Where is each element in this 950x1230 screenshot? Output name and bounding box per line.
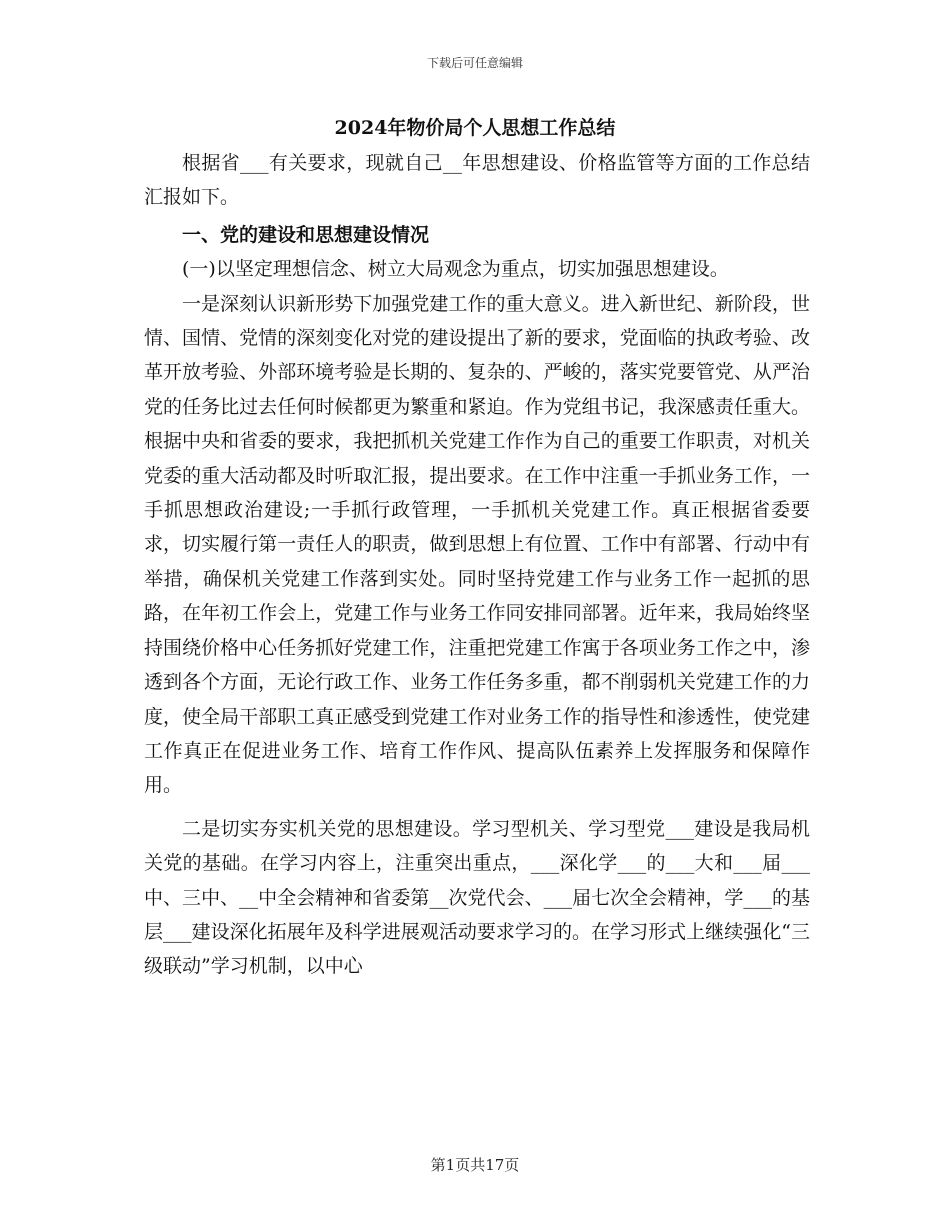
subsection-heading: (一)以坚定理想信念、树立大局观念为重点，切实加强思想建设。 (182, 258, 729, 281)
body-paragraph: 二是切实夯实机关党的思想建设。学习型机关、学习型党___建设是我局机关党的基础。在学习内容上，注重突出重点，___深化学___的___大和___届___中、三中、__中全会精神和省委第__次党代会、___届七次全会精神，学___的基层___建设深化拓展年及科学进展观活动要求学习的。在学习形式上继续强化“三级联动”学习机制，以中心 (144, 817, 810, 978)
header-note: 下载后可任意编辑 (426, 56, 523, 70)
document-body (144, 146, 810, 984)
document-title: 2024年物价局个人思想工作总结 (334, 117, 616, 139)
section-heading: 一、党的建设和思想建设情况 (182, 223, 430, 246)
page-number: 第1页共17页 (430, 1156, 520, 1174)
intro-paragraph: 根据省___有关要求，现就自己__年思想建设、价格监管等方面的工作总结汇报如下。 (144, 152, 810, 209)
body-paragraph: 一是深刻认识新形势下加强党建工作的重大意义。进入新世纪、新阶段，世情、国情、党情的深刻变化对党的建设提出了新的要求，党面临的执政考验、改革开放考验、外部环境考验是长期的、复杂的、严峻的，落实党要管党、从严治党的任务比过去任何时候都更为繁重和紧迫。作为党组书记，我深感责任重大。根据中央和省委的要求，我把抓机关党建工作作为自己的重要工作职责，对机关党委的重大活动都及时听取汇报，提出要求。在工作中注重一手抓业务工作，一手抓思想政治建设;一手抓行政管理，一手抓机关党建工作。真正根据省委要求，切实履行第一责任人的职责，做到思想上有位置、工作中有部署、行动中有举措，确保机关党建工作落到实处。同时坚持党建工作与业务工作一起抓的思路，在年初工作会上，党建工作与业务工作同安排同部署。近年来，我局始终坚持围绕价格中心任务抓好党建工作，注重把党建工作寓于各项业务工作之中，渗透到各个方面，无论行政工作、业务工作任务多重，都不削弱机关党建工作的力度，使全局干部职工真正感受到党建工作对业务工作的指导性和渗透性，使党建工作真正在促进业务工作、培育工作作风、提高队伍素养上发挥服务和保障作用。 (144, 292, 810, 797)
